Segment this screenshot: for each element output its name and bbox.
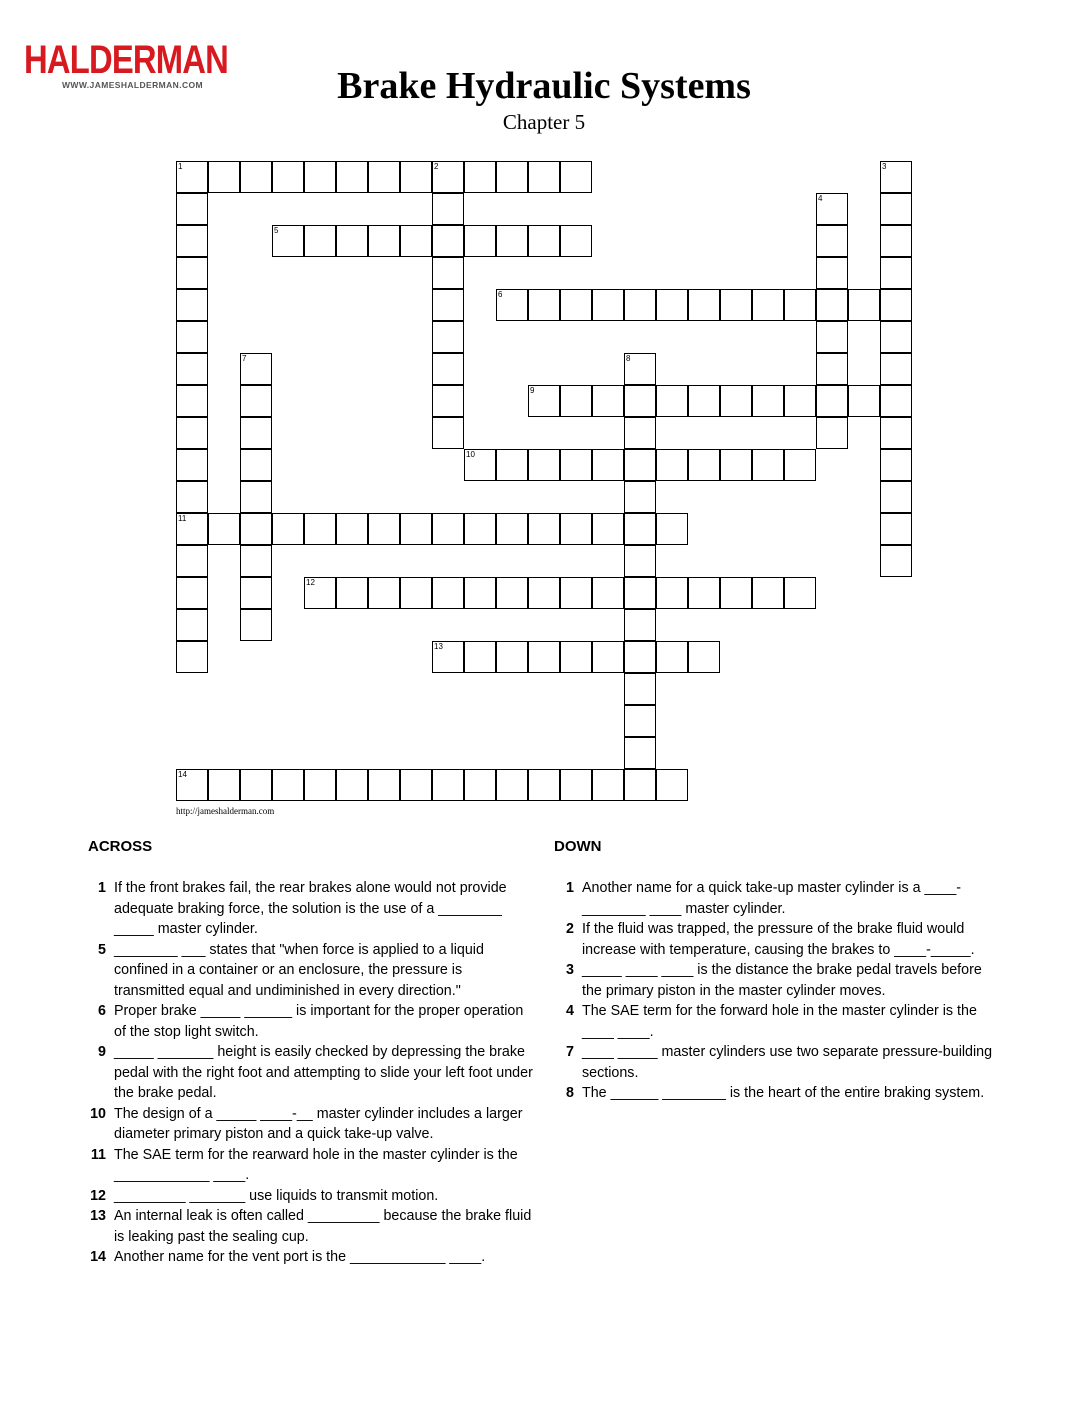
cell-number: 9 bbox=[530, 386, 535, 395]
grid-cell[interactable] bbox=[496, 449, 528, 481]
grid-cell[interactable] bbox=[368, 225, 400, 257]
grid-cell[interactable] bbox=[400, 577, 432, 609]
across-clue bbox=[84, 940, 534, 1002]
grid-cell[interactable] bbox=[880, 513, 912, 545]
down-clue bbox=[552, 1001, 1002, 1042]
grid-cell[interactable] bbox=[624, 289, 656, 321]
cell-number: 4 bbox=[818, 194, 823, 203]
across-heading: ACROSS bbox=[88, 838, 153, 855]
grid-cell[interactable] bbox=[272, 769, 304, 801]
grid-cell[interactable] bbox=[240, 577, 272, 609]
grid-cell[interactable] bbox=[432, 257, 464, 289]
grid-cell[interactable] bbox=[528, 225, 560, 257]
grid-cell[interactable] bbox=[176, 161, 208, 193]
grid-cell[interactable] bbox=[880, 161, 912, 193]
grid-cell[interactable] bbox=[368, 513, 400, 545]
cell-number: 6 bbox=[498, 290, 503, 299]
grid-cell[interactable] bbox=[592, 513, 624, 545]
grid-cell[interactable] bbox=[624, 385, 656, 417]
grid-cell[interactable] bbox=[432, 353, 464, 385]
grid-cell[interactable] bbox=[688, 577, 720, 609]
grid-cell[interactable] bbox=[496, 289, 528, 321]
across-clue bbox=[84, 1001, 534, 1042]
grid-cell[interactable] bbox=[304, 769, 336, 801]
grid-cell[interactable] bbox=[624, 769, 656, 801]
grid-cell[interactable] bbox=[528, 385, 560, 417]
grid-cell[interactable] bbox=[560, 289, 592, 321]
cell-number: 12 bbox=[306, 578, 315, 587]
grid-cell[interactable] bbox=[592, 641, 624, 673]
grid-cell[interactable] bbox=[784, 385, 816, 417]
grid-cell[interactable] bbox=[496, 769, 528, 801]
grid-cell[interactable] bbox=[656, 289, 688, 321]
grid-cell[interactable] bbox=[656, 513, 688, 545]
grid-cell[interactable] bbox=[528, 769, 560, 801]
grid-cell[interactable] bbox=[176, 289, 208, 321]
grid-cell[interactable] bbox=[688, 385, 720, 417]
grid-cell[interactable] bbox=[432, 577, 464, 609]
grid-cell[interactable] bbox=[592, 449, 624, 481]
grid-cell[interactable] bbox=[176, 641, 208, 673]
grid-cell[interactable] bbox=[176, 769, 208, 801]
grid-cell[interactable] bbox=[336, 161, 368, 193]
clue-number: 9 bbox=[98, 1044, 106, 1060]
grid-cell[interactable] bbox=[176, 417, 208, 449]
grid-cell[interactable] bbox=[176, 257, 208, 289]
grid-cell[interactable] bbox=[464, 769, 496, 801]
clue-text: ____ _____ master cylinders use two separate pressure-building sections. bbox=[582, 1044, 993, 1081]
grid-cell[interactable] bbox=[240, 353, 272, 385]
grid-cell[interactable] bbox=[496, 161, 528, 193]
clue-text: The SAE term for the rearward hole in the master cylinder is the ____________ ____. bbox=[114, 1146, 518, 1183]
across-clue bbox=[84, 1186, 534, 1207]
grid-cell[interactable] bbox=[656, 769, 688, 801]
grid-cell[interactable] bbox=[240, 385, 272, 417]
grid-cell[interactable] bbox=[624, 577, 656, 609]
cell-number: 10 bbox=[466, 450, 475, 459]
clue-number: 6 bbox=[98, 1003, 106, 1019]
grid-cell[interactable] bbox=[560, 769, 592, 801]
grid-cell[interactable] bbox=[880, 257, 912, 289]
grid-cell[interactable] bbox=[432, 417, 464, 449]
grid-cell[interactable] bbox=[400, 769, 432, 801]
grid-cell[interactable] bbox=[336, 513, 368, 545]
grid-cell[interactable] bbox=[624, 737, 656, 769]
grid-cell[interactable] bbox=[240, 481, 272, 513]
clue-text: The design of a _____ ____-__ master cylinder includes a larger diameter primary piston and a quick take-up valve. bbox=[114, 1105, 523, 1142]
down-clue bbox=[552, 878, 1002, 919]
grid-cell[interactable] bbox=[624, 705, 656, 737]
grid-cell[interactable] bbox=[432, 225, 464, 257]
grid-cell[interactable] bbox=[656, 641, 688, 673]
grid-cell[interactable] bbox=[688, 289, 720, 321]
down-heading: DOWN bbox=[554, 838, 602, 855]
clue-number: 11 bbox=[90, 1146, 106, 1163]
grid-cell[interactable] bbox=[624, 513, 656, 545]
grid-cell[interactable] bbox=[752, 577, 784, 609]
down-clue bbox=[552, 1083, 1002, 1104]
clue-text: If the fluid was trapped, the pressure of the brake fluid would increase with temperature, causing the brakes to ____-_____. bbox=[582, 921, 975, 958]
across-clue bbox=[84, 878, 534, 940]
grid-cell[interactable] bbox=[848, 289, 880, 321]
grid-cell[interactable] bbox=[432, 289, 464, 321]
grid-cell[interactable] bbox=[880, 225, 912, 257]
grid-cell[interactable] bbox=[528, 449, 560, 481]
grid-cell[interactable] bbox=[176, 577, 208, 609]
grid-cell[interactable] bbox=[176, 449, 208, 481]
grid-cell[interactable] bbox=[368, 577, 400, 609]
grid-cell[interactable] bbox=[752, 449, 784, 481]
grid-cell[interactable] bbox=[528, 289, 560, 321]
clue-number: 7 bbox=[566, 1044, 574, 1060]
grid-cell[interactable] bbox=[176, 385, 208, 417]
grid-cell[interactable] bbox=[464, 513, 496, 545]
grid-cell[interactable] bbox=[816, 321, 848, 353]
grid-cell[interactable] bbox=[240, 449, 272, 481]
grid-cell[interactable] bbox=[880, 545, 912, 577]
grid-cell[interactable] bbox=[400, 161, 432, 193]
grid-cell[interactable] bbox=[176, 321, 208, 353]
clue-number: 4 bbox=[566, 1003, 574, 1019]
clue-text: _____ ____ ____ is the distance the brake pedal travels before the primary piston in the master cylinder moves. bbox=[582, 962, 982, 999]
grid-cell[interactable] bbox=[240, 769, 272, 801]
clue-text: If the front brakes fail, the rear brakes alone would not provide adequate braking force, the solution is the use of a ________ _____ master cylinder. bbox=[114, 880, 507, 937]
grid-cell[interactable] bbox=[592, 385, 624, 417]
cell-number: 5 bbox=[274, 226, 279, 235]
grid-cell[interactable] bbox=[656, 449, 688, 481]
grid-cell[interactable] bbox=[784, 289, 816, 321]
grid-cell[interactable] bbox=[560, 641, 592, 673]
grid-cell[interactable] bbox=[176, 481, 208, 513]
grid-cell[interactable] bbox=[336, 577, 368, 609]
grid-cell[interactable] bbox=[880, 417, 912, 449]
cell-number: 8 bbox=[626, 354, 631, 363]
grid-cell[interactable] bbox=[560, 577, 592, 609]
grid-cell[interactable] bbox=[880, 289, 912, 321]
grid-cell[interactable] bbox=[752, 289, 784, 321]
grid-cell[interactable] bbox=[880, 353, 912, 385]
clue-text: Proper brake _____ ______ is important for the proper operation of the stop light switch. bbox=[114, 1003, 524, 1040]
grid-cell[interactable] bbox=[560, 513, 592, 545]
grid-cell[interactable] bbox=[432, 385, 464, 417]
grid-cell[interactable] bbox=[272, 513, 304, 545]
cell-number: 2 bbox=[434, 162, 439, 171]
grid-cell[interactable] bbox=[528, 577, 560, 609]
clue-text: _________ _______ use liquids to transmit motion. bbox=[114, 1187, 439, 1204]
grid-cell[interactable] bbox=[272, 225, 304, 257]
grid-cell[interactable] bbox=[240, 161, 272, 193]
grid-cell[interactable] bbox=[432, 513, 464, 545]
clue-number: 13 bbox=[90, 1208, 106, 1224]
clue-number: 10 bbox=[90, 1105, 106, 1122]
grid-cell[interactable] bbox=[336, 225, 368, 257]
clue-number: 2 bbox=[566, 921, 574, 937]
grid-cell[interactable] bbox=[464, 577, 496, 609]
grid-cell[interactable] bbox=[816, 417, 848, 449]
grid-cell[interactable] bbox=[176, 353, 208, 385]
cell-number: 7 bbox=[242, 354, 247, 363]
grid-cell[interactable] bbox=[368, 769, 400, 801]
grid-cell[interactable] bbox=[624, 353, 656, 385]
grid-cell[interactable] bbox=[208, 769, 240, 801]
grid-cell[interactable] bbox=[368, 161, 400, 193]
grid-cell[interactable] bbox=[304, 225, 336, 257]
grid-cell[interactable] bbox=[176, 609, 208, 641]
down-clue bbox=[552, 960, 1002, 1001]
grid-cell[interactable] bbox=[688, 641, 720, 673]
grid-cell[interactable] bbox=[496, 225, 528, 257]
grid-cell[interactable] bbox=[848, 385, 880, 417]
across-clue bbox=[84, 1104, 534, 1145]
grid-cell[interactable] bbox=[880, 481, 912, 513]
logo-url: WWW.JAMESHALDERMAN.COM bbox=[62, 80, 204, 90]
grid-cell[interactable] bbox=[816, 193, 848, 225]
grid-cell[interactable] bbox=[464, 641, 496, 673]
grid-cell[interactable] bbox=[624, 641, 656, 673]
grid-cell[interactable] bbox=[624, 673, 656, 705]
grid-cell[interactable] bbox=[240, 545, 272, 577]
cell-number: 14 bbox=[178, 770, 187, 779]
grid-cell[interactable] bbox=[400, 513, 432, 545]
grid-cell[interactable] bbox=[720, 577, 752, 609]
across-clue bbox=[84, 1247, 534, 1268]
grid-cell[interactable] bbox=[432, 641, 464, 673]
across-clue bbox=[84, 1042, 534, 1104]
cell-number: 1 bbox=[178, 162, 183, 171]
grid-cell[interactable] bbox=[624, 481, 656, 513]
page-subtitle: Chapter 5 bbox=[502, 110, 586, 134]
grid-cell[interactable] bbox=[880, 385, 912, 417]
grid-cell[interactable] bbox=[336, 769, 368, 801]
cell-number: 3 bbox=[882, 162, 887, 171]
clue-text: Another name for a quick take-up master cylinder is a ____-________ ____ master cylinder. bbox=[582, 880, 962, 917]
grid-cell[interactable] bbox=[752, 385, 784, 417]
grid-cell[interactable] bbox=[304, 577, 336, 609]
grid-cell[interactable] bbox=[784, 577, 816, 609]
grid-cell[interactable] bbox=[400, 225, 432, 257]
grid-cell[interactable] bbox=[240, 417, 272, 449]
clue-text: _____ _______ height is easily checked by depressing the brake pedal with the right foot and attempting to slide your left foot under the brake pedal. bbox=[114, 1044, 533, 1101]
grid-cell[interactable] bbox=[880, 321, 912, 353]
grid-cell[interactable] bbox=[176, 513, 208, 545]
grid-cell[interactable] bbox=[592, 577, 624, 609]
clue-text: The ______ ________ is the heart of the entire braking system. bbox=[582, 1085, 985, 1101]
grid-cell[interactable] bbox=[496, 577, 528, 609]
down-clue bbox=[552, 1042, 1002, 1083]
grid-cell[interactable] bbox=[240, 513, 272, 545]
grid-cell[interactable] bbox=[176, 545, 208, 577]
clue-number: 1 bbox=[98, 880, 106, 896]
cell-number: 13 bbox=[434, 642, 443, 651]
clue-text: ________ ___ states that "when force is applied to a liquid confined in a container or an enclosure, the pressure is transmitted equal and undiminished in every direction." bbox=[114, 941, 484, 999]
grid-cell[interactable] bbox=[496, 513, 528, 545]
grid-cell[interactable] bbox=[432, 769, 464, 801]
page-title: Brake Hydraulic Systems bbox=[337, 65, 751, 107]
down-clue bbox=[552, 919, 1002, 960]
clue-text: An internal leak is often called _________ because the brake fluid is leaking past the sealing cup. bbox=[114, 1208, 532, 1245]
clue-number: 8 bbox=[566, 1085, 574, 1101]
grid-cell[interactable] bbox=[624, 609, 656, 641]
grid-cell[interactable] bbox=[816, 289, 848, 321]
grid-cell[interactable] bbox=[464, 161, 496, 193]
grid-cell[interactable] bbox=[272, 161, 304, 193]
grid-cell[interactable] bbox=[528, 513, 560, 545]
grid-cell[interactable] bbox=[880, 449, 912, 481]
grid-cell[interactable] bbox=[560, 385, 592, 417]
grid-cell[interactable] bbox=[432, 161, 464, 193]
clue-number: 14 bbox=[90, 1249, 106, 1265]
clue-number: 1 bbox=[566, 880, 574, 896]
grid-cell[interactable] bbox=[240, 609, 272, 641]
across-clue bbox=[84, 1145, 534, 1186]
clue-number: 12 bbox=[90, 1187, 106, 1204]
grid-cell[interactable] bbox=[720, 385, 752, 417]
clue-number: 3 bbox=[566, 962, 574, 978]
grid-cell[interactable] bbox=[560, 449, 592, 481]
grid-cell[interactable] bbox=[816, 225, 848, 257]
grid-cell[interactable] bbox=[816, 353, 848, 385]
cell-number: 11 bbox=[178, 514, 187, 523]
grid-cell[interactable] bbox=[208, 513, 240, 545]
grid-cell[interactable] bbox=[208, 161, 240, 193]
grid-cell[interactable] bbox=[304, 513, 336, 545]
grid-cell[interactable] bbox=[464, 225, 496, 257]
grid-cell[interactable] bbox=[560, 161, 592, 193]
grid-cell[interactable] bbox=[592, 289, 624, 321]
grid-cell[interactable] bbox=[624, 449, 656, 481]
grid-cell[interactable] bbox=[656, 385, 688, 417]
across-clue-list bbox=[84, 878, 534, 1268]
logo-wordmark: HALDERMAN bbox=[24, 38, 228, 82]
grid-cell[interactable] bbox=[176, 193, 208, 225]
grid-cell[interactable] bbox=[496, 641, 528, 673]
grid-cell[interactable] bbox=[688, 449, 720, 481]
grid-cell[interactable] bbox=[720, 289, 752, 321]
grid-cell[interactable] bbox=[880, 193, 912, 225]
grid-cell[interactable] bbox=[816, 385, 848, 417]
grid-cell[interactable] bbox=[432, 193, 464, 225]
grid-cell[interactable] bbox=[720, 449, 752, 481]
grid-cell[interactable] bbox=[560, 225, 592, 257]
grid-cell[interactable] bbox=[592, 769, 624, 801]
source-url: http://jameshalderman.com bbox=[176, 806, 275, 816]
grid-cell[interactable] bbox=[816, 257, 848, 289]
grid-cell[interactable] bbox=[464, 449, 496, 481]
across-clue bbox=[84, 1206, 534, 1247]
grid-cell[interactable] bbox=[528, 161, 560, 193]
grid-cell[interactable] bbox=[432, 321, 464, 353]
down-clue-list bbox=[552, 878, 1002, 1104]
clue-text: The SAE term for the forward hole in the master cylinder is the ____ ____. bbox=[582, 1003, 977, 1040]
grid-cell[interactable] bbox=[624, 417, 656, 449]
grid-cell[interactable] bbox=[176, 225, 208, 257]
grid-cell[interactable] bbox=[304, 161, 336, 193]
clue-text: Another name for the vent port is the ____________ ____. bbox=[114, 1249, 486, 1265]
grid-cell[interactable] bbox=[528, 641, 560, 673]
grid-cell[interactable] bbox=[656, 577, 688, 609]
grid-cell[interactable] bbox=[784, 449, 816, 481]
clue-number: 5 bbox=[98, 941, 106, 958]
grid-cell[interactable] bbox=[624, 545, 656, 577]
